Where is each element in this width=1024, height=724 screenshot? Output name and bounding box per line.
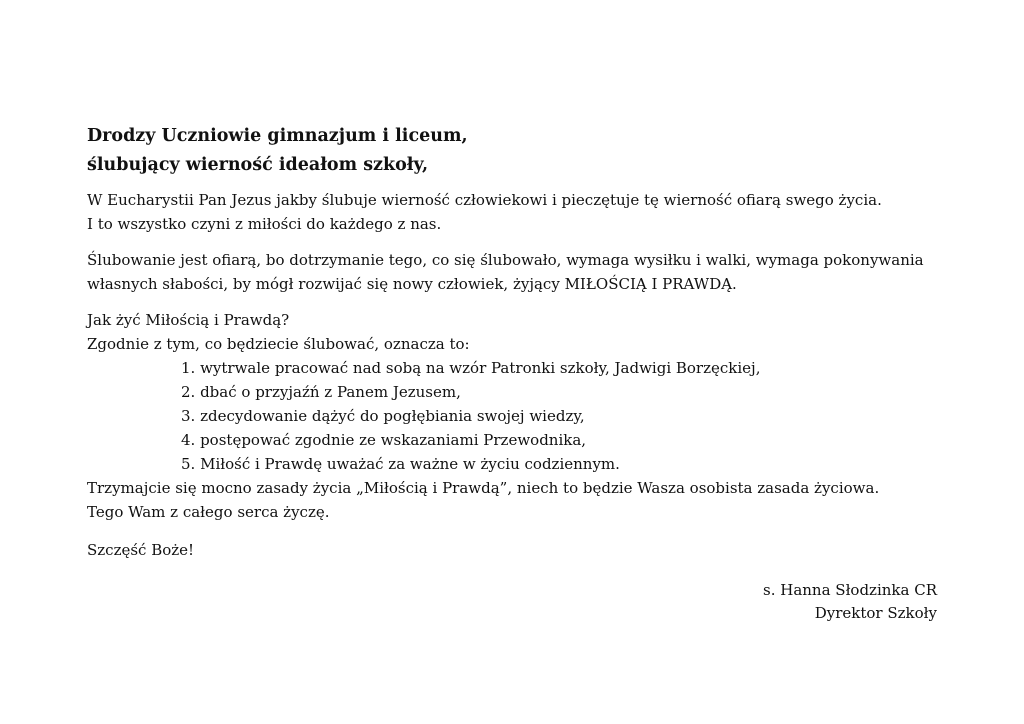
heading-line-2: ślubujący wierność ideałom szkoły, (87, 155, 429, 175)
commitments-list (87, 356, 937, 476)
paragraph-how-to-live (87, 308, 937, 524)
closing-line-1: Trzymajcie się mocno zasady życia „Miłością i Prawdą”, niech to będzie Wasza osobista zasada życiowa. (87, 479, 880, 497)
list-item: 3. zdecydowanie dążyć do pogłębiania swojej wiedzy, (181, 407, 585, 425)
signature-name: s. Hanna Słodzinka CR (763, 581, 937, 599)
paragraph-vow (87, 248, 937, 296)
paragraph-eucharist (87, 188, 937, 236)
signature-block (763, 579, 937, 625)
letter-heading (87, 122, 937, 180)
paragraph-1-line-2: I to wszystko czyni z miłości do każdego z nas. (87, 215, 442, 233)
greeting: Szczęść Boże! (87, 541, 195, 559)
list-item: 1. wytrwale pracować nad sobą na wzór Patronki szkoły, Jadwigi Borzęckiej, (181, 359, 761, 377)
question-line: Jak żyć Miłością i Prawdą? (87, 311, 290, 329)
letter-body (87, 122, 937, 562)
list-item: 2. dbać o przyjaźń z Panem Jezusem, (181, 383, 461, 401)
intro-line: Zgodnie z tym, co będziecie ślubować, oznacza to: (87, 335, 470, 353)
heading-line-1: Drodzy Uczniowie gimnazjum i liceum, (87, 126, 468, 146)
paragraph-1-line-1: W Eucharystii Pan Jezus jakby ślubuje wierność człowiekowi i pieczętuje tę wierność ofiarą swego życia. (87, 191, 882, 209)
paragraph-2-line-1: Ślubowanie jest ofiarą, bo dotrzymanie tego, co się ślubowało, wymaga wysiłku i walki, wymaga pokonywania (87, 251, 924, 269)
list-item: 4. postępować zgodnie ze wskazaniami Przewodnika, (181, 431, 587, 449)
closing-line-2: Tego Wam z całego serca życzę. (87, 503, 330, 521)
signature-role: Dyrektor Szkoły (814, 604, 937, 622)
paragraph-2-line-2: własnych słabości, by mógł rozwijać się nowy człowiek, żyjący MIŁOŚCIĄ I PRAWDĄ. (87, 275, 737, 293)
list-item: 5. Miłość i Prawdę uważać za ważne w życiu codziennym. (181, 455, 620, 473)
